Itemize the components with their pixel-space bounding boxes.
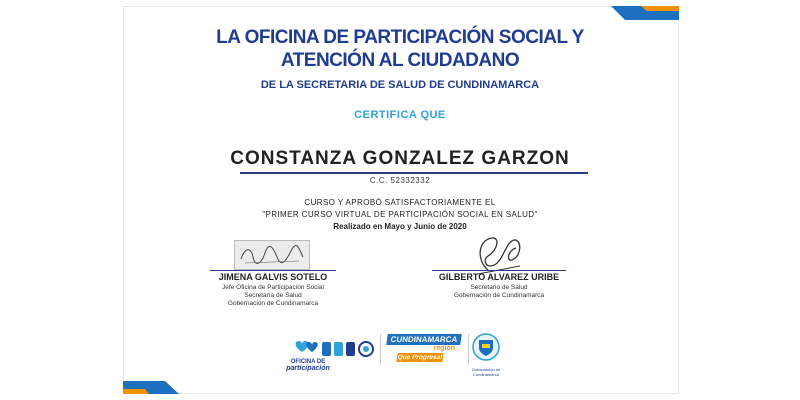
title-line-3: DE LA SECRETARIA DE SALUD DE CUNDINAMARCA (260, 79, 540, 91)
logo-divider-1 (380, 334, 381, 364)
signer-role-left: Jefe Oficina de Participación Social (222, 284, 324, 291)
signer-gov-left: Gobernación de Cundinamarca (227, 300, 319, 307)
signature-line-left (210, 270, 336, 271)
recipient-id: C.C. 52332332 (369, 176, 431, 185)
small-emblem-icon-3 (346, 342, 355, 356)
gobernacion-caption: Gobernación de Cundinamarca (471, 367, 501, 377)
signer-name-left: JIMENA GALVIS SOTELO (218, 272, 328, 282)
signer-dept-left: Secretaría de Salud (244, 292, 302, 299)
oficina-logo-line1: OFICINA DE (290, 359, 326, 365)
small-emblem-icon-1 (322, 342, 331, 356)
signature-image-left (234, 240, 310, 270)
corner-decoration-bottom (123, 381, 179, 394)
course-line-3: Realizado en Mayo y Junio de 2020 (333, 222, 467, 231)
region-wordmark: región (433, 345, 455, 352)
oficina-logo-line2: participación (286, 365, 330, 372)
signer-role-right: Secretario de Salud (470, 284, 528, 291)
gobernacion-logo (470, 332, 502, 377)
corner-decoration-top (611, 6, 679, 20)
progresa-wordmark: Que Progresa! (397, 354, 443, 361)
title-line-1: LA OFICINA DE PARTICIPACIÓN SOCIAL Y (216, 27, 584, 48)
signature-line-right (432, 270, 566, 271)
certifica-label: CERTIFICA QUE (354, 109, 446, 121)
name-underline (240, 172, 588, 174)
signer-gov-right: Gobernación de Cundinamarca (453, 292, 545, 299)
small-emblem-icon-2 (334, 342, 343, 356)
cundinamarca-wordmark: CUNDINAMARCA (386, 334, 462, 345)
circle-badge-icon (358, 341, 374, 357)
title-line-2: ATENCIÓN AL CIUDADANO (280, 50, 520, 71)
recipient-name: CONSTANZA GONZALEZ GARZON (230, 148, 570, 169)
signer-name-right: GILBERTO ALVAREZ URIBE (438, 272, 560, 282)
course-line-1: CURSO Y APROBÓ SATISFACTORIAMENTE EL (304, 198, 496, 207)
course-line-2: "PRIMER CURSO VIRTUAL DE PARTICIPACIÓN SOCIAL EN SALUD" (262, 210, 538, 219)
logo-divider-2 (468, 334, 469, 364)
coat-of-arms-icon (470, 332, 502, 362)
cundinamarca-logo (387, 334, 461, 364)
